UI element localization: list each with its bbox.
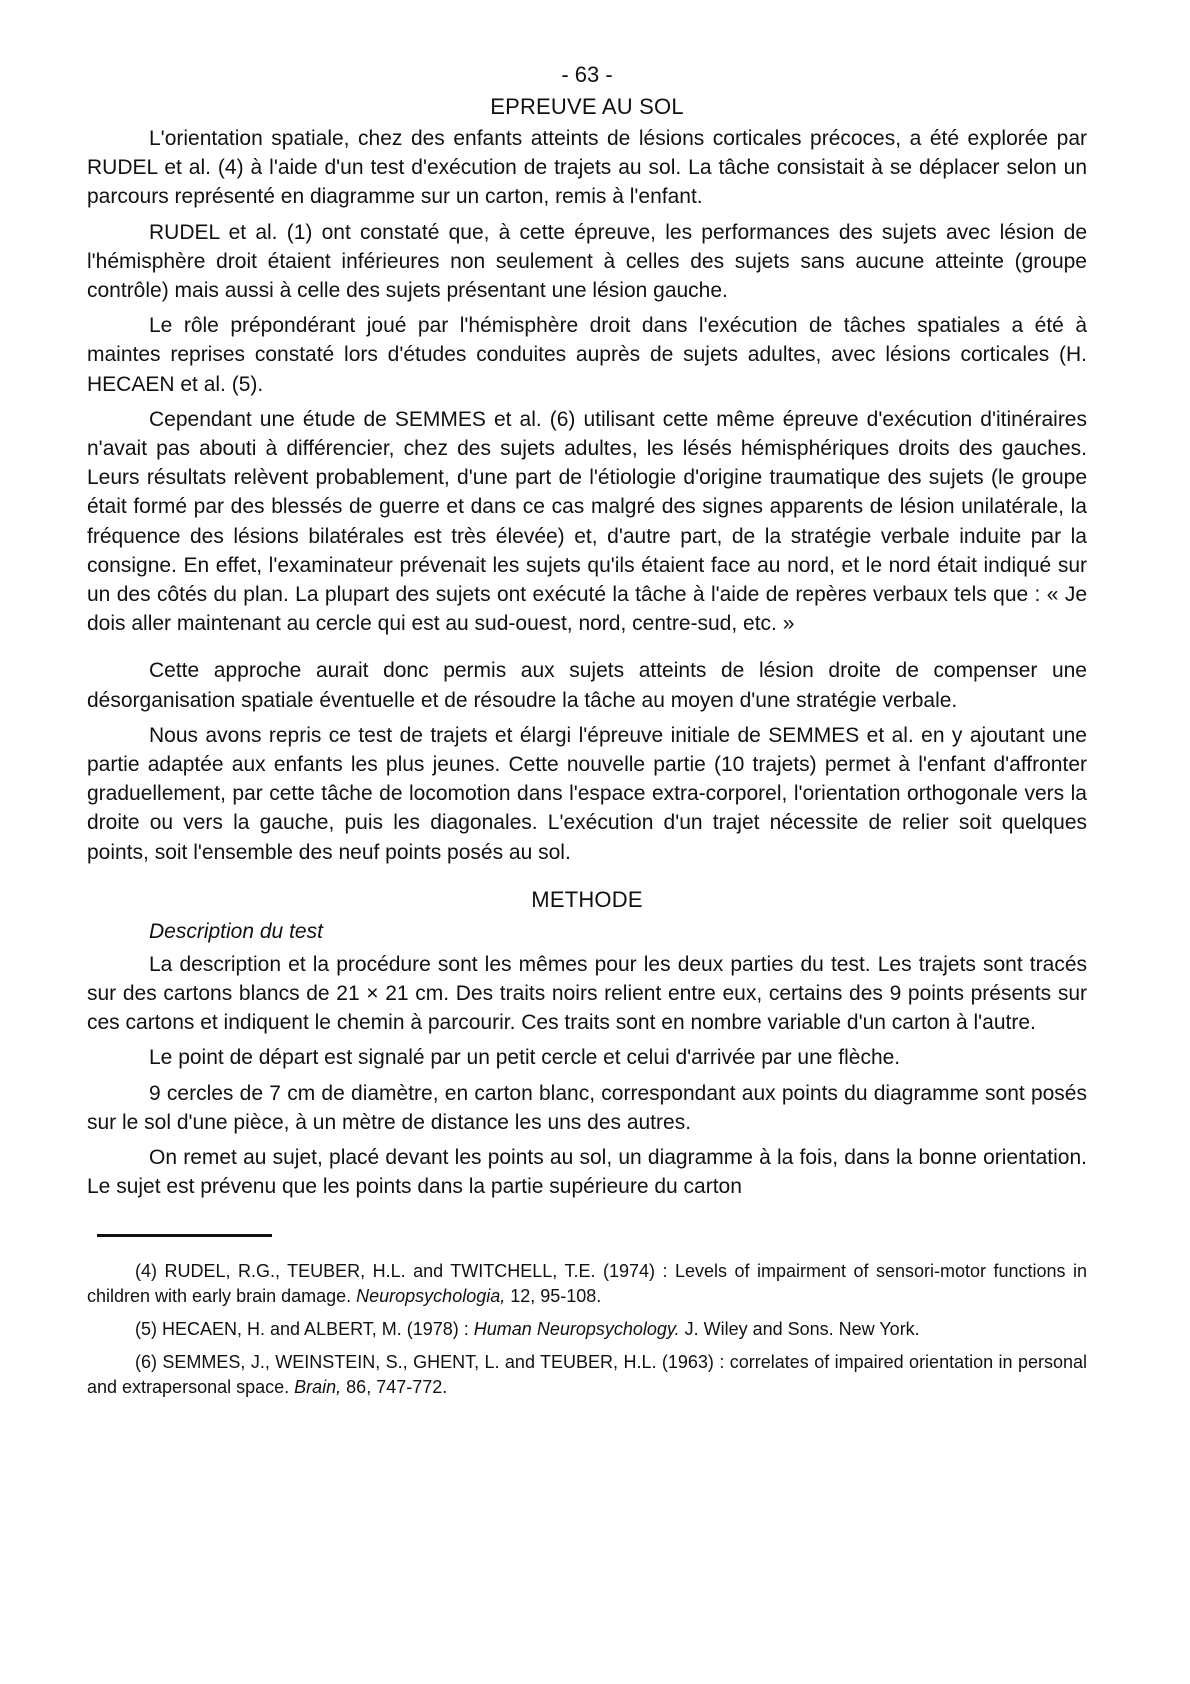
paragraph: 9 cercles de 7 cm de diamètre, en carton blanc, correspondant aux points du diagramme sont posés sur le sol d'une pièce, à un mètre de distance les uns des autres. — [87, 1081, 1087, 1134]
paragraph: Le point de départ est signalé par un petit cercle et celui d'arrivée par une flèche. — [149, 1046, 901, 1070]
footnote-text: 86, 747-772. — [341, 1376, 448, 1397]
footnote — [87, 1259, 1087, 1309]
footnote-journal: Brain, — [294, 1376, 342, 1397]
footnote-divider — [97, 1234, 272, 1237]
footnote — [87, 1350, 1087, 1400]
paragraph: Le rôle prépondérant joué par l'hémisphère droit dans l'exécution de tâches spatiales a été à maintes reprises constaté lors d'études conduites auprès de sujets adultes, avec lésions corticales (H. HECAEN et al. (5). — [87, 314, 1087, 396]
footnote — [87, 1317, 1087, 1342]
paragraph: La description et la procédure sont les mêmes pour les deux parties du test. Les trajets sont tracés sur des cartons blancs de 21 × 21 cm. Des traits noirs relient entre eux, certains des 9 points présents sur ces cartons et indiquent le chemin à parcourir. Ces traits sont en nombre variable d'un carton à l'autre. — [87, 952, 1087, 1035]
paragraph: Cette approche aurait donc permis aux sujets atteints de lésion droite de compenser une désorganisation spatiale éventuelle et de résoudre la tâche au moyen d'une stratégie verbale. — [87, 659, 1087, 712]
page-number: - 63 - — [561, 62, 613, 87]
section-title-methode: METHODE — [531, 886, 643, 912]
footnote-text: (4) RUDEL, R.G., TEUBER, H.L. and TWITCHELL, T.E. (1974) : Levels of impairment of sensori-motor functions in children with early brain damage. — [87, 1260, 1087, 1306]
footnote-journal: Human Neuropsychology. — [473, 1318, 680, 1339]
section-title-epreuve-au-sol: EPREUVE AU SOL — [490, 94, 684, 119]
document-page — [87, 60, 1087, 1408]
footnote-text: 12, 95-108. — [505, 1285, 602, 1306]
footnote-text: (6) SEMMES, J., WEINSTEIN, S., GHENT, L. and TEUBER, H.L. (1963) : correlates of impaired orientation in personal and extrapersonal space. — [87, 1351, 1087, 1397]
footnote-journal: Neuropsychologia, — [356, 1285, 506, 1306]
paragraph: On remet au sujet, placé devant les points au sol, un diagramme à la fois, dans la bonne orientation. Le sujet est prévenu que les points dans la partie supérieure du carton — [87, 1146, 1087, 1199]
spacer — [87, 873, 1087, 885]
spacer — [87, 644, 1087, 656]
footnote-text: J. Wiley and Sons. New York. — [679, 1318, 920, 1339]
paragraph: RUDEL et al. (1) ont constaté que, à cette épreuve, les performances des sujets avec lésion de l'hémisphère droit étaient inférieures non seulement à celles des sujets sans aucune atteinte (groupe contrôle) mais aussi à celle des sujets présentant une lésion gauche. — [87, 220, 1087, 303]
footnote-text: (5) HECAEN, H. and ALBERT, M. (1978) : — [135, 1318, 474, 1339]
paragraph: Nous avons repris ce test de trajets et élargi l'épreuve initiale de SEMMES et al. en y ajoutant une partie adaptée aux enfants les plus jeunes. Cette nouvelle partie (10 trajets) permet à l'enfant d'affronter graduellement, par cette tâche de locomotion dans l'espace extra-corporel, l'orientation orthogonale vers la droite ou vers la gauche, puis les diagonales. L'exécution d'un trajet nécessite de relier soit quelques points, soit l'ensemble des neuf points posés au sol. — [87, 723, 1087, 864]
paragraph: L'orientation spatiale, chez des enfants atteints de lésions corticales précoces, a été explorée par RUDEL et al. (4) à l'aide d'un test d'exécution de trajets au sol. La tâche consistait à se déplacer selon un parcours représenté en diagramme sur un carton, remis à l'enfant. — [87, 127, 1087, 209]
paragraph: Cependant une étude de SEMMES et al. (6) utilisant cette même épreuve d'exécution d'itinéraires n'avait pas abouti à différencier, chez des sujets adultes, les lésés hémisphériques droits des gauches. Leurs résultats relèvent probablement, d'une part de l'étiologie d'origine traumatique des sujets (le groupe était formé par des blessés de guerre et dans ce cas malgré des signes apparents de lésion unilatérale, la fréquence des lésions bilatérales est très élevée) et, d'autre part, de la stratégie verbale induite par la consigne. En effet, l'examinateur prévenait les sujets qu'ils étaient face au nord, et le nord était indiqué sur un des côtés du plan. La plupart des sujets ont exécuté la tâche à l'aide de repères verbaux tels que : « Je dois aller maintenant au cercle qui est au sud-ouest, nord, centre-sud, etc. » — [87, 407, 1087, 636]
subsection-title: Description du test — [149, 919, 323, 943]
